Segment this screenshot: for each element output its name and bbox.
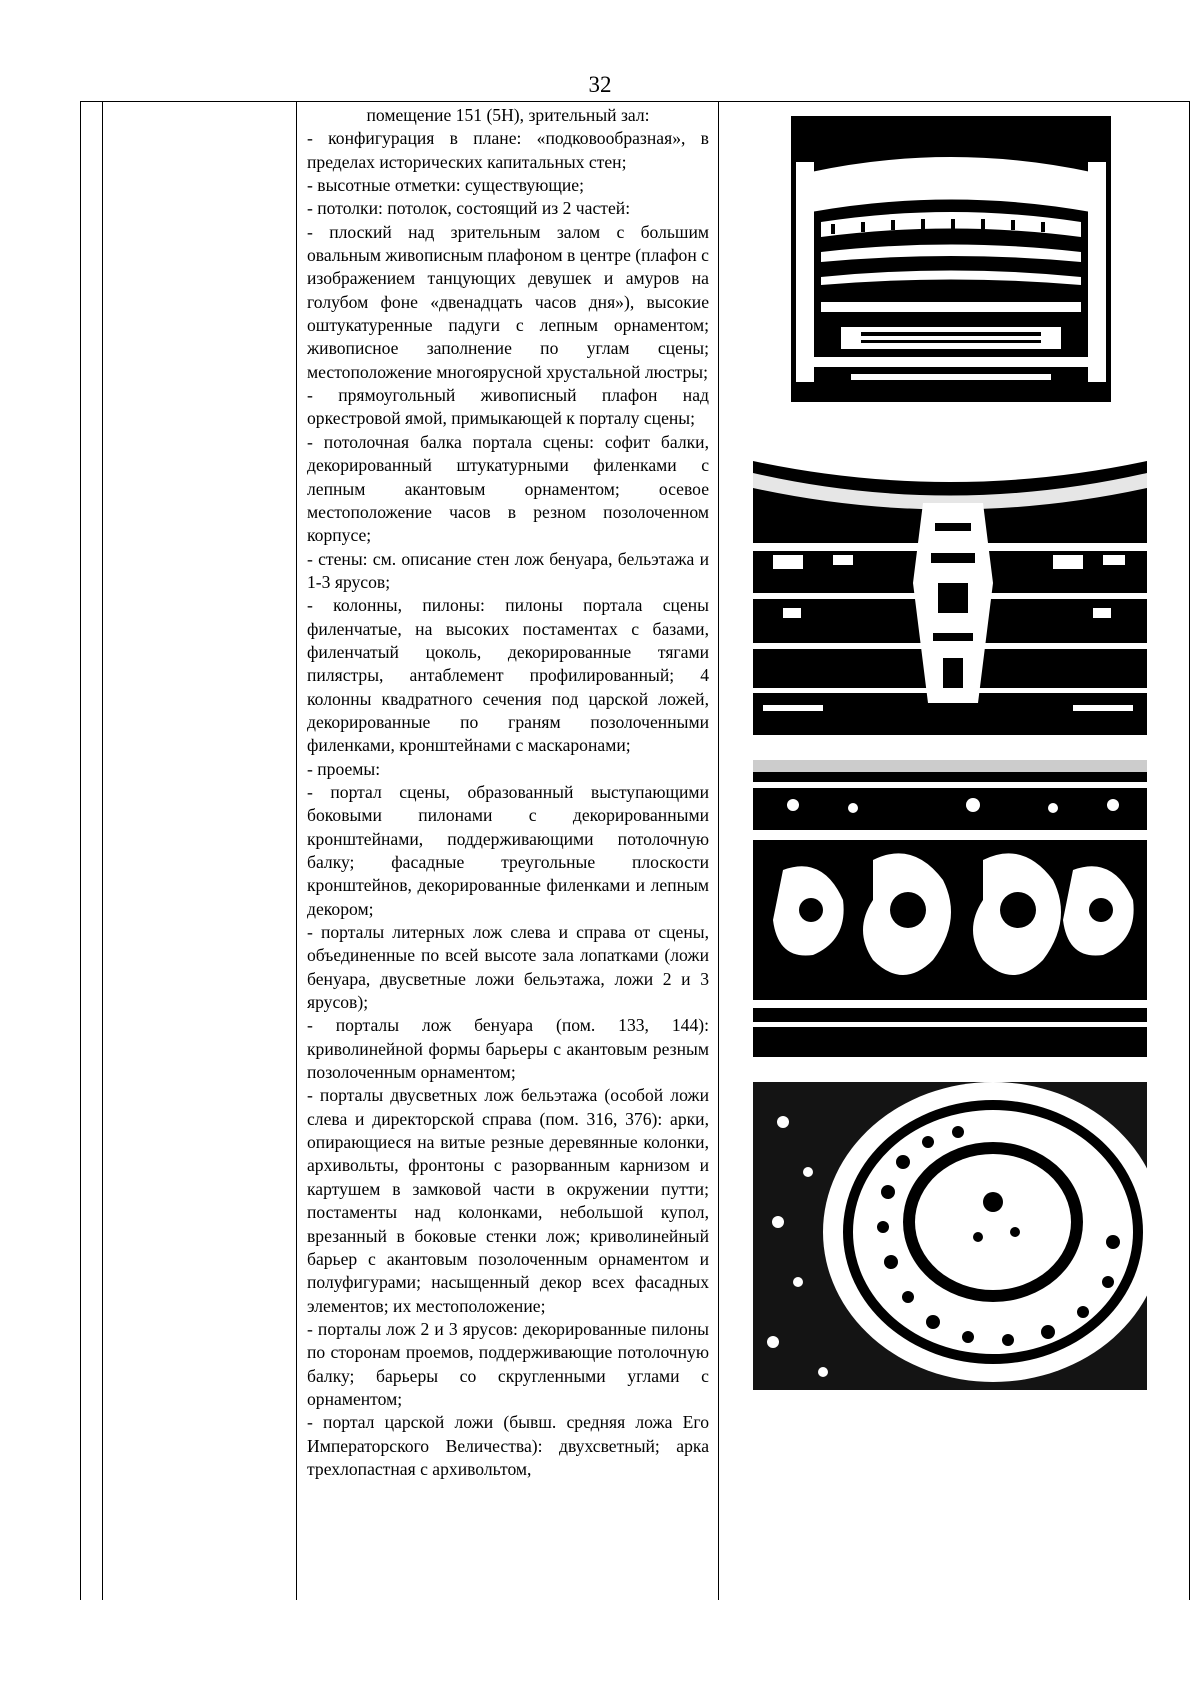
description-line: - прямоугольный живописный плафон над оркестровой ямой, примыкающей к порталу сцены; — [307, 385, 709, 429]
description-line: - конфигурация в плане: «подковообразная», в пределах исторических капитальных стен; — [307, 128, 709, 172]
description-line: - стены: см. описание стен лож бенуара, бельэтажа и 1-3 ярусов; — [307, 548, 709, 592]
table-border-left — [80, 101, 81, 1600]
description-line: - порталы литерных лож слева и справа от сцены, объединенные по всей высоте зала лопатками (ложи бенуара, двусветные ложи бельэтажа, ложи 2 и 3 ярусов); — [307, 922, 709, 1013]
ornament-detail-photo — [753, 760, 1147, 1057]
description-line: - порталы лож 2 и 3 ярусов: декорированные пилоны по сторонам проемов, поддерживающие потолочную балку; барьеры со скругленными углами с орнаментом; — [307, 1318, 709, 1409]
page-number: 32 — [588, 72, 612, 97]
description-line: - потолочная балка портала сцены: софит балки, декорированный штукатурными филенками с лепным акантовым орнаментом; осевое местоположение часов в резном позолоченном корпусе; — [307, 431, 709, 546]
description-line: - плоский над зрительным залом с большим овальным живописным плафоном в центре (плафон с изображением танцующих девушек и амуров на голубом фоне «двенадцать часов дня»), высокие оштукатуренные падуги с лепным орнаментом; живописное заполнение по углам сцены; местоположение многоярусной хрустальной люстры; — [307, 221, 709, 382]
table-border-right — [1189, 101, 1190, 1600]
ceiling-plafond-photo — [753, 1082, 1147, 1390]
description-line: - потолки: потолок, состоящий из 2 частей: — [307, 198, 631, 219]
description-line: - портал сцены, образованный выступающими боковыми пилонами с декорированными кронштейнами, поддерживающими потолочную балку; фасадные треугольные плоскости кронштейнов, декорированные филенками и лепным декором; — [307, 781, 709, 919]
description-line: - портал царской ложи (бывш. средняя ложа Его Императорского Величества): двухсветный; арка трехлопастная с архивольтом, — [307, 1412, 709, 1479]
auditorium-photo — [791, 102, 1111, 420]
description-line: помещение 151 (5Н), зрительный зал: — [366, 105, 650, 125]
description-line: - порталы лож бенуара (пом. 133, 144): криволинейной формы барьеры с акантовым резным позолоченным орнаментом; — [307, 1015, 709, 1083]
table-column-divider-3 — [718, 101, 719, 1600]
table-column-divider-1 — [102, 101, 103, 1600]
description-line: - колонны, пилоны: пилоны портала сцены филенчатые, на высоких постаментах с базами, филенчатый цоколь, декорированные тягами пилястры, антаблемент профилированный; 4 колонны квадратного сечения под царской ложей, декорированные по граням позолоченными филенками, кронштейнами с маскаронами; — [307, 595, 709, 756]
table-column-divider-2 — [296, 101, 297, 1600]
description-line: - проемы: — [307, 758, 381, 779]
description-line: - высотные отметки: существующие; — [307, 175, 584, 196]
description-cell — [307, 104, 709, 1481]
description-line: - порталы двусветных лож бельэтажа (особой ложи слева и директорской справа (пом. 316, 376): арки, опирающиеся на витые резные деревянные колонки, архивольты, фронтоны с разорванным карнизом и картушем в замковой части в окружении путти; постаменты над колонками, небольшой купол, врезанный в боковые стенки лож; криволинейный барьер с акантовым позолоченным орнаментом и полуфигурами; насыщенный декор всех фасадных элементов; их местоположение; — [307, 1085, 709, 1316]
stage-portal-photo — [753, 443, 1147, 735]
